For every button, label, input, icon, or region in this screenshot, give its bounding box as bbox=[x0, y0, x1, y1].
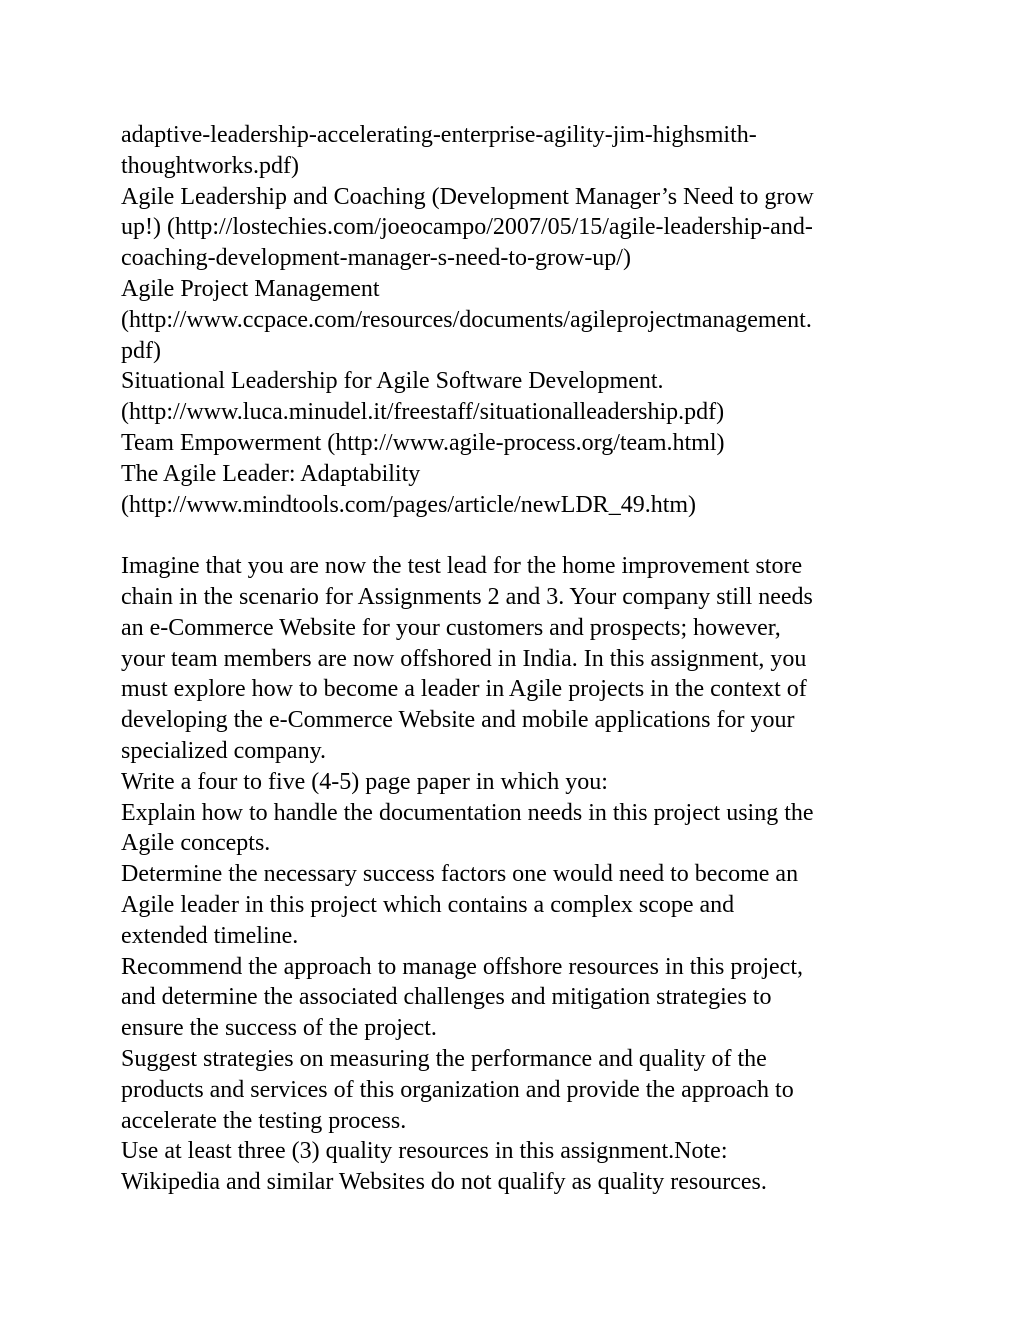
reference-line: Situational Leadership for Agile Software Development. bbox=[121, 368, 664, 395]
reference-line: coaching-development-manager-s-need-to-grow-up/) bbox=[121, 245, 631, 272]
instruction-line: Use at least three (3) quality resources in this assignment.Note: bbox=[121, 1138, 728, 1165]
document-body bbox=[121, 120, 911, 1198]
paragraph-spacer bbox=[121, 520, 911, 551]
scenario-line: must explore how to become a leader in Agile projects in the context of bbox=[121, 676, 807, 703]
reference-line: Team Empowerment (http://www.agile-process.org/team.html) bbox=[121, 429, 725, 456]
reference-line: Agile Project Management bbox=[121, 275, 380, 302]
reference-line: adaptive-leadership-accelerating-enterprise-agility-jim-highsmith- bbox=[121, 122, 757, 148]
reference-line: Agile Leadership and Coaching (Development Manager’s Need to grow bbox=[121, 183, 814, 210]
instruction-line: Wikipedia and similar Websites do not qualify as quality resources. bbox=[121, 1169, 767, 1196]
reference-line: (http://www.luca.minudel.it/freestaff/situationalleadership.pdf) bbox=[121, 399, 725, 426]
reference-list bbox=[121, 120, 911, 520]
scenario-line: chain in the scenario for Assignments 2 and 3. Your company still needs bbox=[121, 583, 813, 610]
instruction-line: Agile leader in this project which contains a complex scope and bbox=[121, 891, 735, 918]
instruction-line: products and services of this organization and provide the approach to bbox=[121, 1076, 794, 1103]
scenario-line: specialized company. bbox=[121, 737, 327, 764]
reference-line: thoughtworks.pdf) bbox=[121, 152, 299, 179]
reference-line: The Agile Leader: Adaptability bbox=[121, 460, 421, 487]
instruction-line: accelerate the testing process. bbox=[121, 1107, 407, 1134]
scenario-paragraph bbox=[121, 551, 911, 767]
reference-line: pdf) bbox=[121, 337, 161, 364]
instruction-line: and determine the associated challenges and mitigation strategies to bbox=[121, 984, 772, 1011]
instruction-line: Recommend the approach to manage offshore resources in this project, bbox=[121, 953, 803, 980]
instruction-line: ensure the success of the project. bbox=[121, 1015, 437, 1042]
scenario-line: your team members are now offshored in India. In this assignment, you bbox=[121, 645, 807, 672]
instructions-list bbox=[121, 767, 911, 1198]
reference-line: up!) (http://lostechies.com/joeocampo/2007/05/15/agile-leadership-and- bbox=[121, 214, 813, 241]
instruction-line: Write a four to five (4-5) page paper in which you: bbox=[121, 768, 608, 795]
instruction-line: Suggest strategies on measuring the performance and quality of the bbox=[121, 1045, 767, 1072]
scenario-line: an e-Commerce Website for your customers and prospects; however, bbox=[121, 614, 781, 641]
reference-line: (http://www.mindtools.com/pages/article/newLDR_49.htm) bbox=[121, 491, 697, 518]
instruction-line: extended timeline. bbox=[121, 922, 299, 949]
instruction-line: Explain how to handle the documentation needs in this project using the bbox=[121, 799, 814, 826]
scenario-line: developing the e-Commerce Website and mobile applications for your bbox=[121, 707, 795, 734]
scenario-line: Imagine that you are now the test lead for the home improvement store bbox=[121, 553, 803, 580]
reference-line: (http://www.ccpace.com/resources/documents/agileprojectmanagement. bbox=[121, 306, 812, 333]
instruction-line: Determine the necessary success factors one would need to become an bbox=[121, 861, 799, 888]
instruction-line: Agile concepts. bbox=[121, 830, 271, 857]
